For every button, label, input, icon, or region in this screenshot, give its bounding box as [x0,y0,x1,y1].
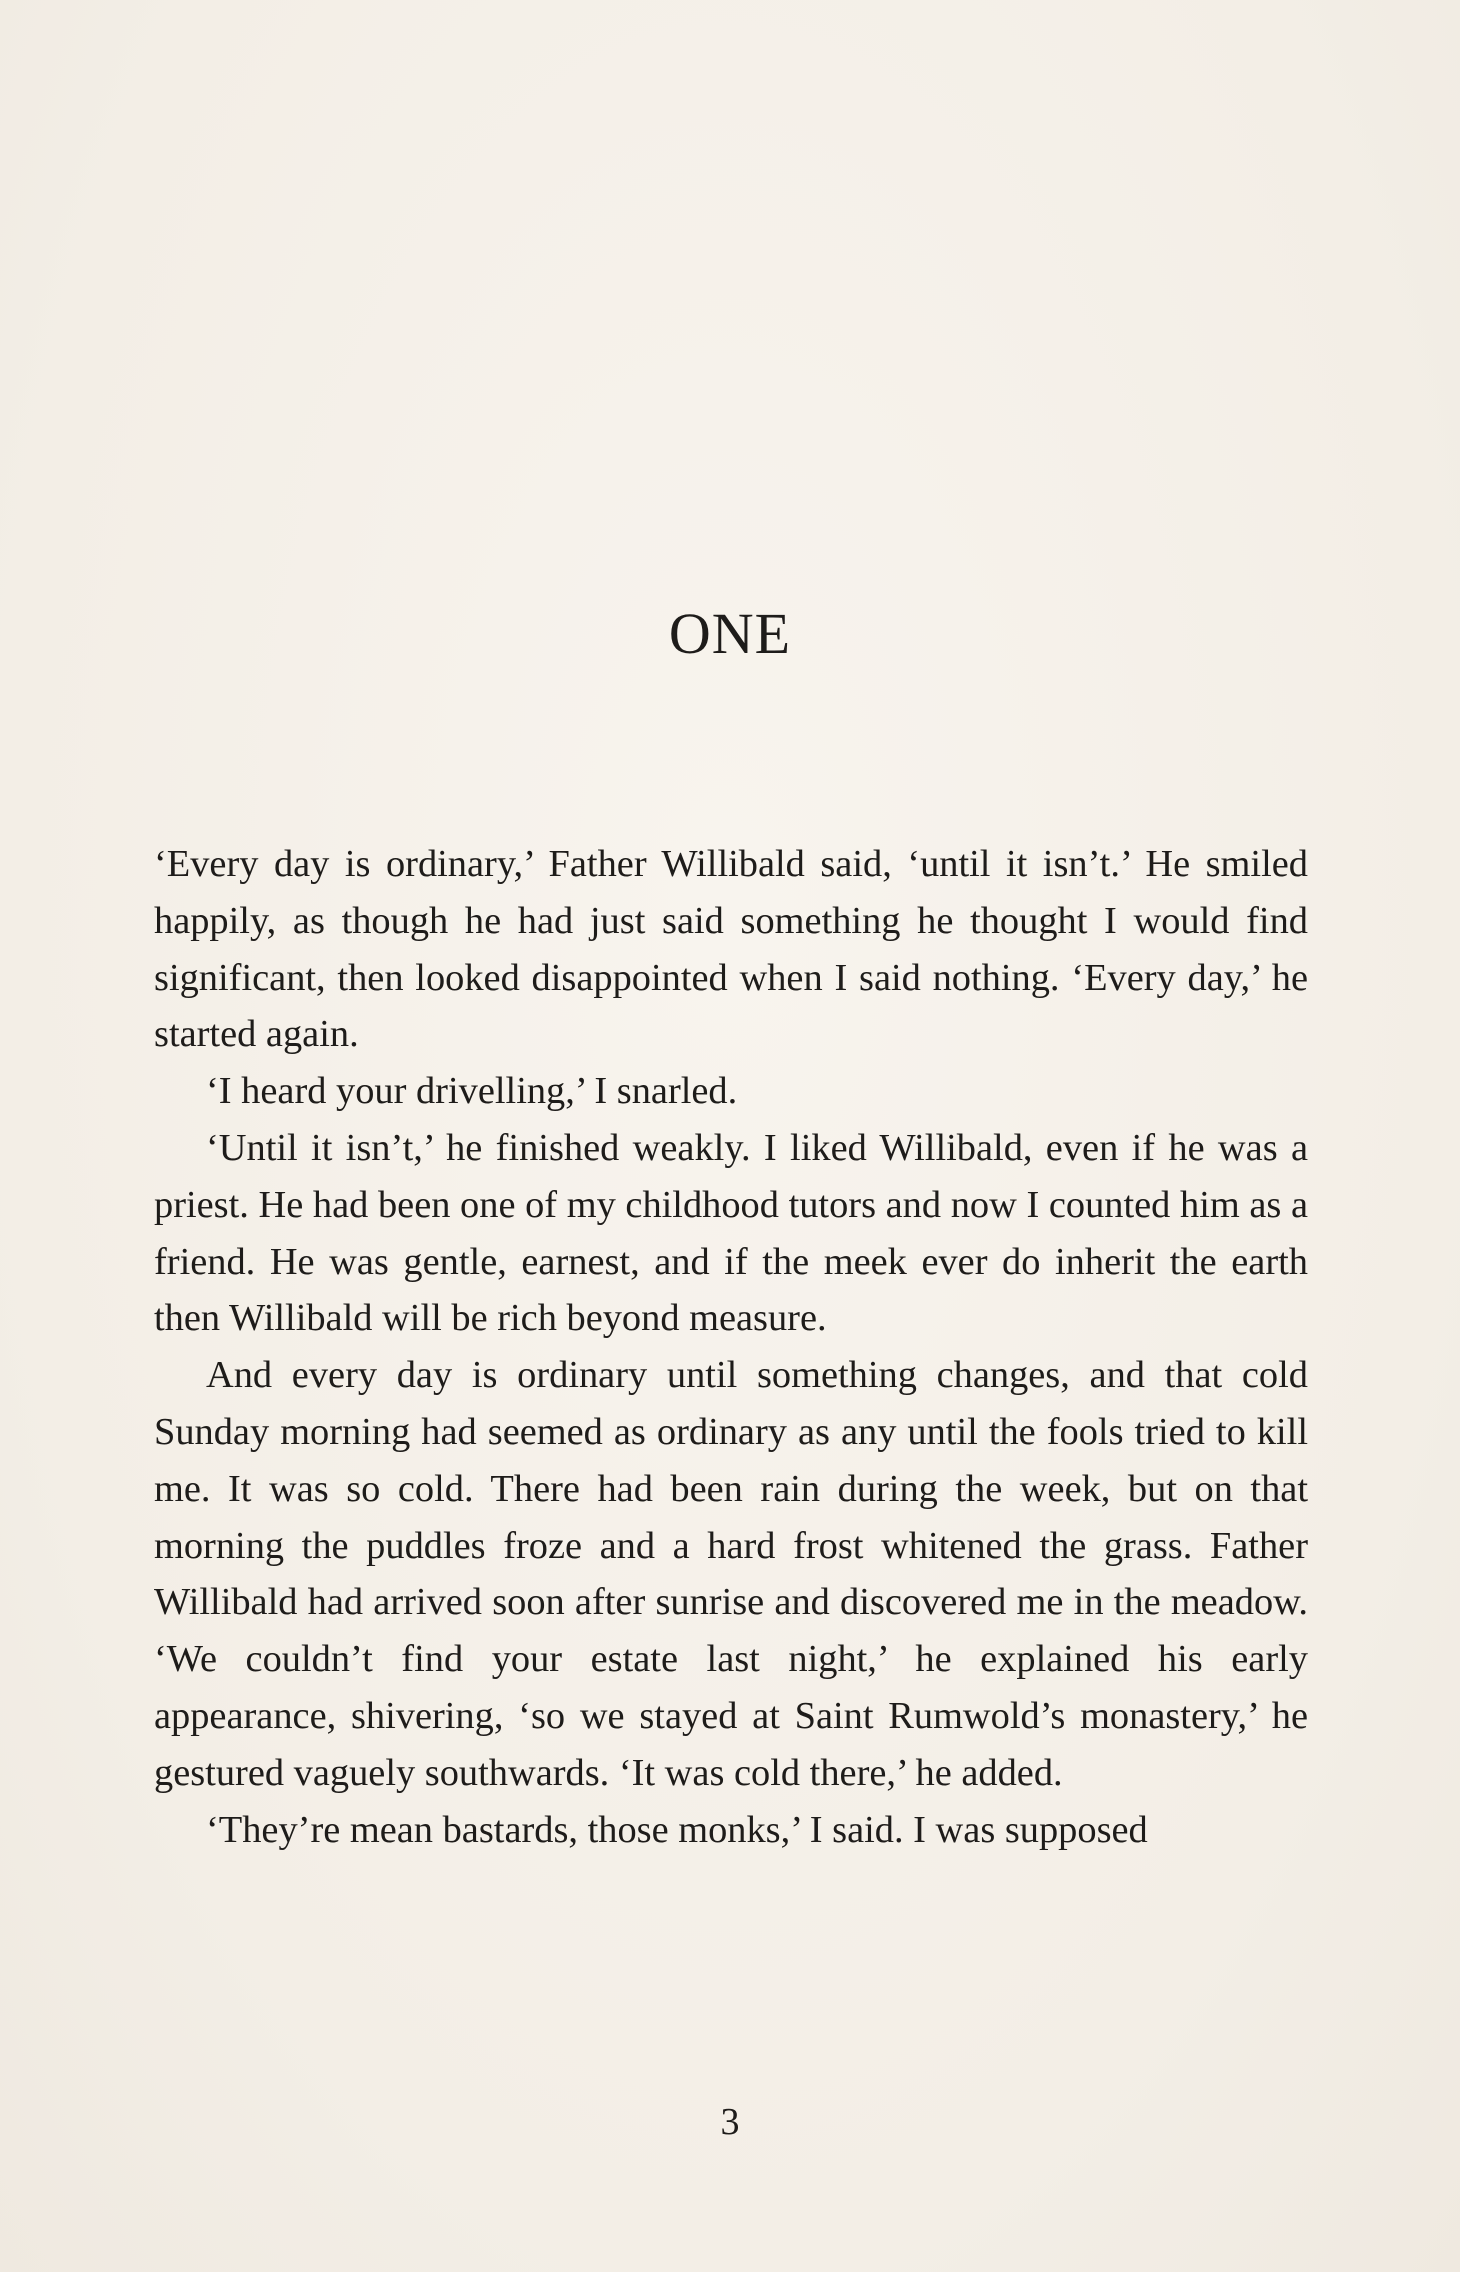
body-text [154,836,1308,1858]
paragraph-5: ‘They’re mean bastards, those monks,’ I said. I was supposed [206,1808,1148,1851]
paragraph-3: ‘Until it isn’t,’ he finished weakly. I liked Willibald, even if he was a priest. He had been one of my childhood tutors and now I counted him as a friend. He was gentle, earnest, and if the meek ever do inherit the earth then Willibald will be rich beyond measure. [154,1126,1308,1340]
chapter-title: ONE [668,601,792,666]
paragraph-4: And every day is ordinary until something changes, and that cold Sunday morning had seemed as ordinary as any until the fools tried to kill me. It was so cold. There had been rain during the week, but on that morning the puddles froze and a hard frost whitened the grass. Father Willibald had arrived soon after sunrise and discovered me in the meadow. ‘We couldn’t find your estate last night,’ he explained his early appearance, shivering, ‘so we stayed at Saint Rumwold’s monastery,’ he gestured vaguely southwards. ‘It was cold there,’ he added. [154,1354,1308,1794]
paragraph-2: ‘I heard your drivelling,’ I snarled. [206,1070,738,1113]
page-number: 3 [720,2101,740,2143]
paragraph-1: ‘Every day is ordinary,’ Father Willibald said, ‘until it isn’t.’ He smiled happily, as though he had just said something he thought I would find significant, then looked disappointed when I said nothing. ‘Every day,’ he started again. [154,843,1308,1056]
